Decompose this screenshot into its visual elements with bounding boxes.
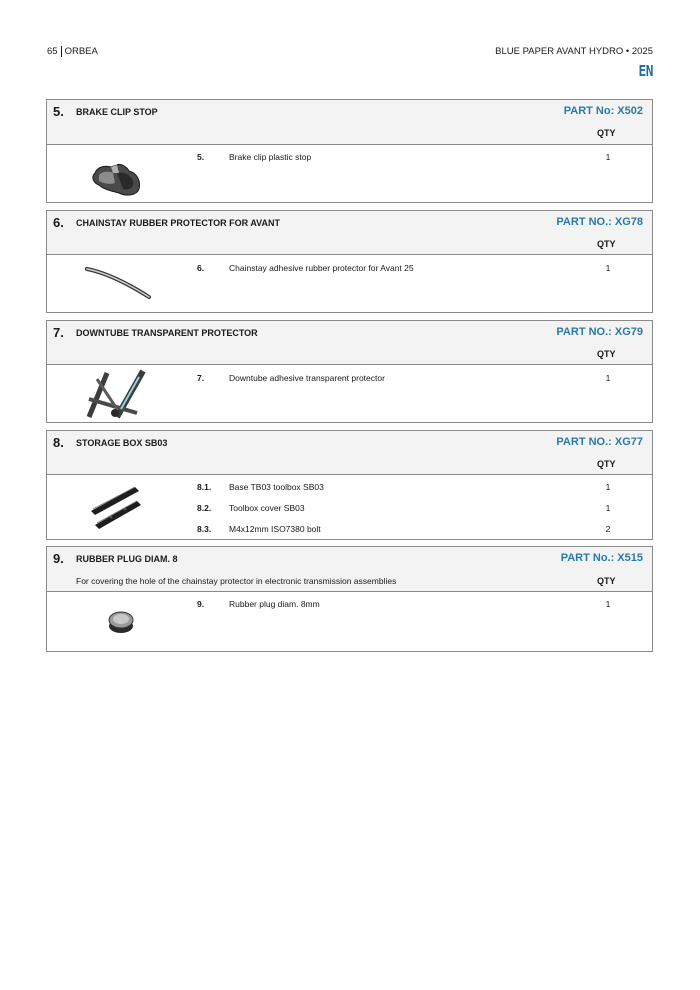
- section-title: STORAGE BOX SB03: [76, 438, 168, 448]
- item-number: 8.1.: [197, 482, 212, 492]
- storage-box-icon: [77, 481, 157, 533]
- section-title: DOWNTUBE TRANSPARENT PROTECTOR: [76, 328, 258, 338]
- item-description: Base TB03 toolbox SB03: [229, 482, 324, 492]
- qty-header: QTY: [597, 128, 616, 138]
- item-qty: 1: [605, 482, 611, 492]
- header-separator: [61, 46, 62, 57]
- item-qty: 1: [605, 503, 611, 513]
- item-description: Toolbox cover SB03: [229, 503, 305, 513]
- list-item: [197, 482, 652, 496]
- section-rubber-plug: [46, 546, 653, 652]
- section-storage-box: [46, 430, 653, 540]
- item-description: Rubber plug diam. 8mm: [229, 599, 320, 609]
- section-body: [47, 145, 652, 202]
- section-body: [47, 365, 652, 422]
- downtube-frame-icon: [77, 369, 157, 419]
- item-number: 9.: [197, 599, 205, 609]
- section-brake-clip-stop: [46, 99, 653, 203]
- item-qty: 1: [605, 152, 611, 162]
- section-number: 7.: [53, 325, 64, 340]
- item-qty: 2: [605, 524, 611, 534]
- item-number: 6.: [197, 263, 205, 273]
- language-code: EN: [638, 62, 653, 80]
- rubber-plug-icon: [77, 602, 157, 642]
- section-header: [47, 547, 652, 592]
- section-body: [47, 592, 652, 651]
- section-title: CHAINSTAY RUBBER PROTECTOR FOR AVANT: [76, 218, 281, 228]
- header-left: [47, 46, 98, 57]
- list-item: [197, 373, 652, 387]
- brake-clip-stop-icon: [77, 153, 157, 199]
- page-header: [47, 46, 653, 60]
- section-header: [47, 431, 652, 475]
- section-number: 6.: [53, 215, 64, 230]
- item-description: Chainstay adhesive rubber protector for Avant 25: [229, 263, 414, 273]
- item-qty: 1: [605, 263, 611, 273]
- part-number: PART NO.: XG78: [556, 216, 643, 228]
- qty-header: QTY: [597, 576, 616, 586]
- list-item: [197, 503, 652, 517]
- list-item: [197, 524, 652, 538]
- brand-name: ORBEA: [64, 46, 98, 57]
- part-number: PART No.: X515: [560, 552, 643, 564]
- section-number: 5.: [53, 104, 64, 119]
- part-number: PART NO.: XG79: [556, 326, 643, 338]
- section-title: BRAKE CLIP STOP: [76, 107, 158, 117]
- list-item: [197, 152, 652, 166]
- section-downtube-protector: [46, 320, 653, 423]
- part-number: PART NO.: XG77: [556, 436, 643, 448]
- qty-header: QTY: [597, 459, 616, 469]
- part-number: PART No: X502: [563, 105, 643, 117]
- section-header: [47, 321, 652, 365]
- document-title: BLUE PAPER AVANT HYDRO • 2025: [495, 46, 653, 57]
- qty-header: QTY: [597, 239, 616, 249]
- item-qty: 1: [605, 599, 611, 609]
- section-body: [47, 255, 652, 312]
- section-header: [47, 211, 652, 255]
- section-title: RUBBER PLUG DIAM. 8: [76, 554, 178, 564]
- chainstay-protector-icon: [77, 263, 157, 303]
- section-body: [47, 475, 652, 539]
- item-number: 7.: [197, 373, 205, 383]
- section-description: For covering the hole of the chainstay protector in electronic transmission assemblies: [76, 576, 397, 586]
- section-number: 9.: [53, 551, 64, 566]
- item-number: 5.: [197, 152, 205, 162]
- item-description: Downtube adhesive transparent protector: [229, 373, 385, 383]
- item-description: M4x12mm ISO7380 bolt: [229, 524, 321, 534]
- page-number: 65: [47, 46, 58, 57]
- list-item: [197, 263, 652, 277]
- section-number: 8.: [53, 435, 64, 450]
- item-description: Brake clip plastic stop: [229, 152, 312, 162]
- list-item: [197, 599, 652, 613]
- qty-header: QTY: [597, 349, 616, 359]
- item-number: 8.3.: [197, 524, 212, 534]
- section-header: [47, 100, 652, 145]
- section-chainstay-protector: [46, 210, 653, 313]
- item-qty: 1: [605, 373, 611, 383]
- item-number: 8.2.: [197, 503, 212, 513]
